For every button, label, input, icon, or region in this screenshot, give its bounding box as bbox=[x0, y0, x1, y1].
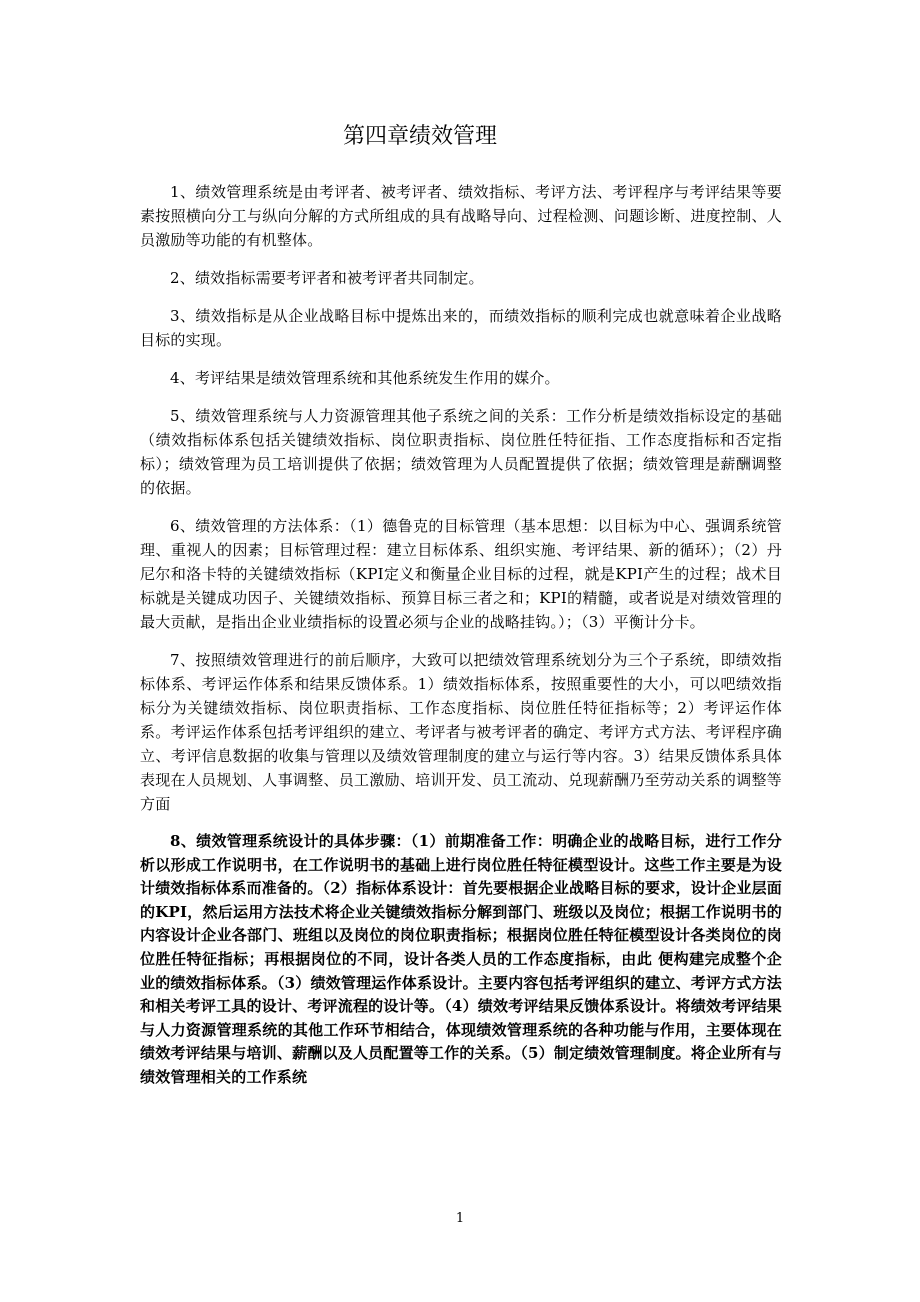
page-title: 第四章绩效管理 bbox=[342, 124, 497, 149]
paragraph-1: 1、绩效管理系统是由考评者、被考评者、绩效指标、考评方法、考评程序与考评结果等要素按照横向分工与纵向分解的方式所组成的具有战略导向、过程检测、问题诊断、进度控制、人员激励等功能的有机整体。 bbox=[140, 183, 782, 249]
paragraph-2: 2、绩效指标需要考评者和被考评者共同制定。 bbox=[170, 269, 484, 287]
page-number: 1 bbox=[455, 1211, 465, 1226]
paragraph-6: 6、绩效管理的方法体系：（1）德鲁克的目标管理（基本思想：以目标为中心、强调系统管理、重视人的因素；目标管理过程：建立目标体系、组织实施、考评结果、新的循环）；（2）丹尼尔和洛卡特的关键绩效指标（KPI定义和衡量企业目标的过程，就是KPI产生的过程；战术目标就是关键成功因子、关键绩效指标、预算目标三者之和；KPI的精髓，或者说是对绩效管理的最大贡献，是指出企业业绩指标的设置必须与企业的战略挂钩。）；（3）平衡计分卡。 bbox=[140, 517, 782, 631]
paragraph-4: 4、考评结果是绩效管理系统和其他系统发生作用的媒介。 bbox=[170, 369, 560, 387]
paragraph-5: 5、绩效管理系统与人力资源管理其他子系统之间的关系：工作分析是绩效指标设定的基础（绩效指标体系包括关键绩效指标、岗位职责指标、岗位胜任特征指、工作态度指标和否定指标）；绩效管理为员工培训提供了依据；绩效管理为人员配置提供了依据；绩效管理是薪酬调整的依据。 bbox=[140, 407, 782, 497]
paragraph-7: 7、按照绩效管理进行的前后顺序，大致可以把绩效管理系统划分为三个子系统，即绩效指标体系、考评运作体系和结果反馈体系。1）绩效指标体系，按照重要性的大小，可以吧绩效指标分为关键绩效指标、岗位职责指标、工作态度指标、岗位胜任特征指标等；2）考评运作体系。考评运作体系包括考评组织的建立、考评者与被考评者的确定、考评方式方法、考评程序确立、考评信息数据的收集与管理以及绩效管理制度的建立与运行等内容。3）结果反馈体系具体表现在人员规划、人事调整、员工激励、培训开发、员工流动、兑现薪酬乃至劳动关系的调整等方面 bbox=[140, 651, 782, 813]
document-body bbox=[140, 180, 782, 1104]
paragraph-3: 3、绩效指标是从企业战略目标中提炼出来的，而绩效指标的顺利完成也就意味着企业战略目标的实现。 bbox=[140, 307, 782, 349]
paragraph-8: 8、绩效管理系统设计的具体步骤：（1）前期准备工作：明确企业的战略目标，进行工作分析以形成工作说明书，在工作说明书的基础上进行岗位胜任特征模型设计。这些工作主要是为设计绩效指标体系而准备的。（2）指标体系设计：首先要根据企业战略目标的要求，设计企业层面的KPI，然后运用方法技术将企业关键绩效指标分解到部门、班级以及岗位；根据工作说明书的内容设计企业各部门、班组以及岗位的岗位职责指标；根据岗位胜任特征模型设计各类岗位的岗位胜任特征指标；再根据岗位的不同，设计各类人员的工作态度指标，由此 便构建完成整个企业的绩效指标体系。（3）绩效管理运作体系设计。主要内容包括考评组织的建立、考评方式方法和相关考评工具的设计、考评流程的设计等。（4）绩效考评结果反馈体系设计。将绩效考评结果与人力资源管理系统的其他工作环节相结合，体现绩效管理系统的各种功能与作用，主要体现在绩效考评结果与培训、薪酬以及人员配置等工作的关系。（5）制定绩效管理制度。将企业所有与绩效管理相关的工作系统 bbox=[140, 832, 782, 1086]
